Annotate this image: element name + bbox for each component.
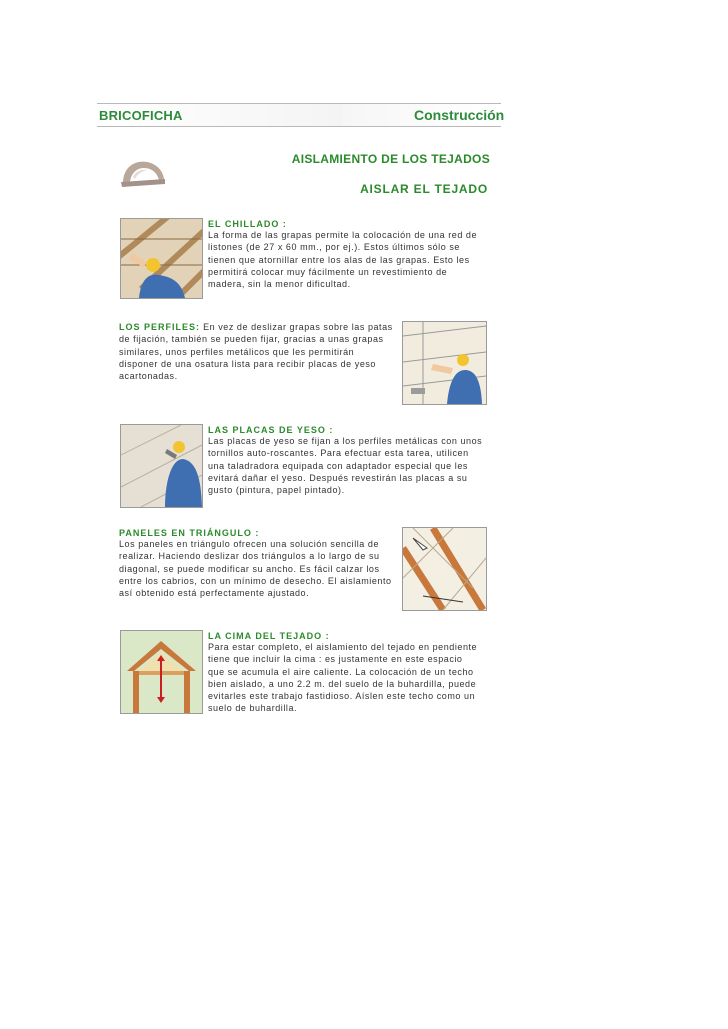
paragraph-line: evitará dañar el yeso. Después revestirán las placas a su	[208, 472, 468, 483]
paragraph-line: gusto (pintura, papel pintado).	[208, 485, 345, 496]
section-perfiles	[119, 321, 393, 382]
paragraph-line: tienen que atornillar entre los alas de las grapas. Esto les	[208, 254, 470, 265]
section-heading: LAS PLACAS DE YESO :	[208, 425, 334, 435]
paragraph-line: de fijación, también se pueden fijar, gracias a unas grapas	[119, 334, 384, 345]
paragraph-line: permitirá colocar muy fácilmente un revestimiento de	[208, 266, 448, 277]
paragraph-line: tornillos auto-roscantes. Para efectuar esta tarea, utilicen	[208, 448, 469, 459]
paragraph-line: madera, sin la menor dificultad.	[208, 279, 351, 290]
paragraph-line: Para estar completo, el aislamiento del tejado en pendiente	[208, 642, 478, 652]
metal-profiles-illustration	[402, 321, 487, 405]
page-title: AISLAMIENTO DE LOS TEJADOS	[291, 152, 490, 166]
paragraph-line: acartonadas.	[119, 371, 178, 382]
paragraph-line: bien aislado, a uno 2.2 m. del suelo de la buhardilla, puede	[208, 678, 477, 689]
heading-continuation: En vez de deslizar grapas sobre las patas	[200, 322, 393, 332]
paragraph-line: similares, unos perfiles metálicos que les permitirán	[119, 346, 355, 357]
header-rule-bottom	[97, 126, 501, 127]
plasterboard-illustration	[120, 424, 203, 508]
paragraph-line: así obtenido está perfectamente ajustado.	[119, 588, 310, 599]
paragraph-line: diagonal, se puede modificar su ancho. Es fácil calzar los	[119, 563, 380, 574]
paragraph-line: suelo de buhardilla.	[208, 703, 298, 714]
paragraph-line: listones (de 27 x 60 mm., por ej.). Estos últimos sólo se	[208, 242, 460, 253]
paragraph-line: entre los cabrios, con un mínimo de desecho. El aislamiento	[119, 575, 392, 586]
section-heading: LOS PERFILES:	[119, 322, 201, 332]
page-subtitle: AISLAR EL TEJADO	[360, 182, 488, 196]
paragraph-line: realizar. Haciendo deslizar dos triángulos a lo largo de su	[119, 551, 380, 562]
paragraph-line	[119, 321, 393, 333]
section-cima-tejado	[208, 631, 477, 715]
section-heading: LA CIMA DEL TEJADO :	[208, 631, 330, 641]
section-paneles-triangulo	[119, 528, 392, 599]
brand-label-right: Construcción	[414, 107, 505, 123]
section-heading: EL CHILLADO :	[208, 219, 287, 229]
paragraph-line: una taladradora equipada con adaptador especial que les	[208, 460, 468, 471]
paragraph-line: La forma de las grapas permite la colocación de una red de	[208, 230, 478, 240]
triangle-panels-illustration	[402, 527, 487, 611]
roof-peak-illustration	[120, 630, 203, 714]
section-chillado	[208, 219, 477, 290]
paragraph-line: disponer de una osatura lista para recibir placas de yeso	[119, 358, 376, 369]
section-placas-yeso	[208, 425, 482, 496]
paragraph-line: Los paneles en triángulo ofrecen una solución sencilla de	[119, 539, 380, 549]
battens-illustration	[120, 218, 203, 299]
paragraph-line: Las placas de yeso se fijan a los perfiles metálicas con unos	[208, 436, 483, 446]
paragraph-line: evitarles este trabajo fastidioso. Aíslen este techo como un	[208, 691, 476, 702]
paragraph-line: tiene que incluir la cima : es justamente en este espacio	[208, 654, 463, 665]
hard-hat-icon	[119, 157, 167, 189]
section-heading: PANELES EN TRIÁNGULO :	[119, 528, 260, 538]
paragraph-line: que se acumula el aire caliente. La colocación de un techo	[208, 666, 474, 677]
brand-label-left: BRICOFICHA	[99, 108, 183, 123]
